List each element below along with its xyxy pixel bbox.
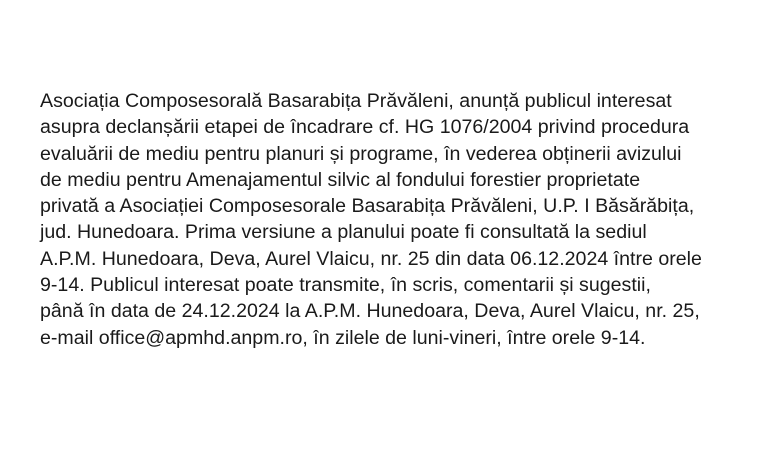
notice-line: evaluării de mediu pentru planuri și programe, în vederea obținerii avizului bbox=[40, 142, 682, 165]
notice-line: e-mail office@apmhd.anpm.ro, în zilele de luni-vineri, între orele 9-14. bbox=[40, 326, 646, 349]
notice-line: 9-14. Publicul interesat poate transmite, în scris, comentarii și sugestii, bbox=[40, 274, 651, 297]
notice-line: A.P.M. Hunedoara, Deva, Aurel Vlaicu, nr. 25 din data 06.12.2024 între orele bbox=[40, 247, 702, 270]
notice-line: asupra declanșării etapei de încadrare cf. HG 1076/2004 privind procedura bbox=[40, 116, 690, 139]
notice-line: jud. Hunedoara. Prima versiune a planului poate fi consultată la sediul bbox=[40, 221, 647, 244]
notice-line: până în data de 24.12.2024 la A.P.M. Hunedoara, Deva, Aurel Vlaicu, nr. 25, bbox=[40, 300, 700, 323]
notice-line: Asociația Composesorală Basarabița Prăvăleni, anunță publicul interesat bbox=[40, 90, 672, 112]
notice-line: de mediu pentru Amenajamentul silvic al fondului forestier proprietate bbox=[40, 168, 641, 191]
notice-line: privată a Asociației Composesorale Basarabița Prăvăleni, U.P. I Băsărăbița, bbox=[40, 195, 695, 218]
public-notice-paragraph bbox=[40, 88, 770, 351]
